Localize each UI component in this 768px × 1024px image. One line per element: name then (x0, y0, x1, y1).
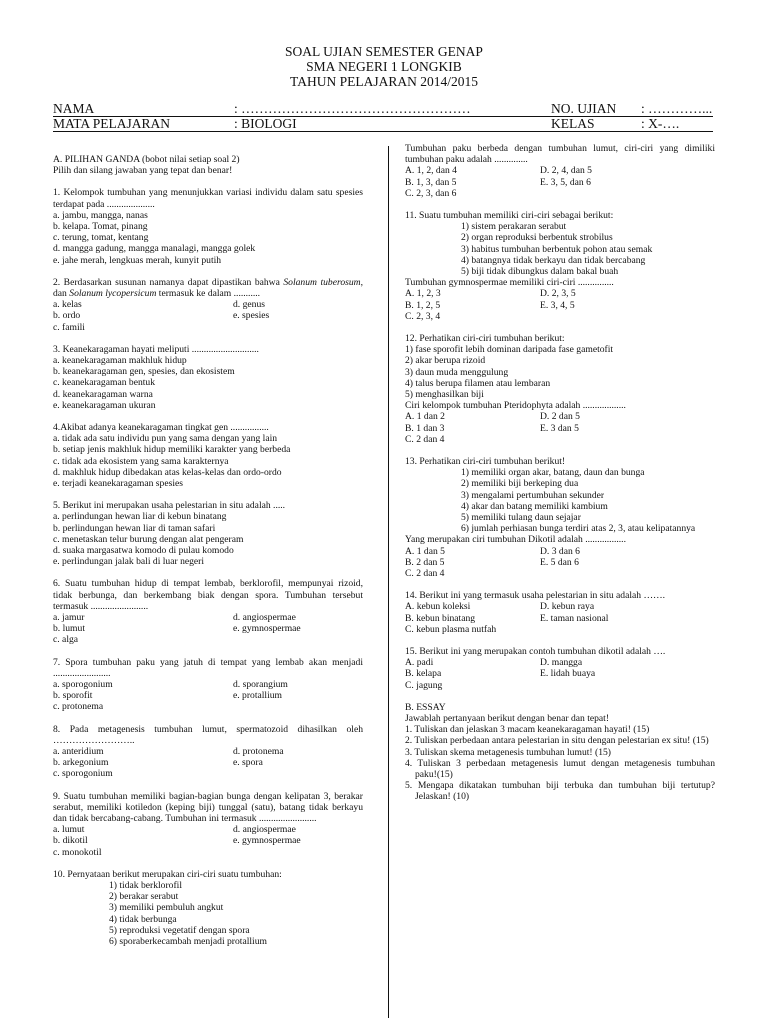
q2-option-e: e. spesies (233, 310, 270, 322)
q6-option-b: b. lumut (53, 623, 85, 635)
kelas-value: : X-…. (641, 116, 680, 131)
q15-option-c: C. jagung (405, 679, 443, 691)
question-6: 6. Suatu tumbuhan hidup di tempat lembab, berklorofil, mempunyai rizoid, tidak berbunga, dan berkembang biak dengan spora. Tumbuhan tersebut termasuk ........................ (53, 578, 363, 612)
q8-options-row-2 (53, 757, 363, 768)
q13-stem: Yang merupakan ciri tumbuhan Dikotil adalah ................. (405, 534, 626, 546)
q2-option-c: c. famili (53, 321, 85, 333)
q8-option-b: b. arkegonium (53, 757, 109, 769)
q12-option-e: E. 3 dan 5 (540, 422, 579, 434)
q14-option-e: E. taman nasional (540, 612, 609, 624)
essay-question-3: 3. Tuliskan skema metagenesis tumbuhan lumut! (15) (405, 746, 611, 758)
q4-option-c: c. tidak ada ekosistem yang sama karakternya (53, 455, 229, 467)
q11-item-2: 2) organ reproduksi berbentuk strobilus (461, 232, 613, 244)
q10-item-4: 4) tidak berbunga (109, 913, 177, 925)
q13-item-4: 4) akar dan batang memiliki kambium (461, 500, 608, 512)
q13-item-3: 3) mengalami pertumbuhan sekunder (461, 489, 605, 501)
q9-option-b: b. dikotil (53, 835, 88, 847)
q4-option-b: b. setiap jenis makhluk hidup memiliki karakter yang berbeda (53, 444, 291, 456)
question-11: 11. Suatu tumbuhan memiliki ciri-ciri sebagai berikut: (405, 209, 614, 221)
question-15: 15. Berikut ini yang merupakan contoh tumbuhan dikotil adalah …. (405, 645, 666, 657)
q9-option-c: c. monokotil (53, 846, 102, 858)
essay-question-1: 1. Tuliskan dan jelaskan 3 macam keanekaragaman hayati! (15) (405, 724, 650, 736)
q7-option-c: c. protonema (53, 701, 104, 713)
q15-option-d: D. mangga (540, 657, 583, 669)
q12-item-4: 4) talus berupa filamen atau lembaran (405, 377, 551, 389)
q13-option-e: E. 5 dan 6 (540, 556, 579, 568)
q2-option-a: a. kelas (53, 299, 82, 311)
q9-options-row-1 (53, 824, 363, 835)
q10-option-e: E. 3, 5, dan 6 (540, 176, 591, 188)
question-9: 9. Suatu tumbuhan memiliki bagian-bagian bunga dengan kelipatan 3, berakar serabut, memiliki kotiledon (keping biji) tunggal (satu), batang tidak berkayu dan tidak bercabang-cabang. Tumbuhan ini termasuk ........................ (53, 790, 363, 825)
q9-options-row-2 (53, 835, 363, 846)
q5-option-e: e. perlindungan jalak bali di luar negeri (53, 556, 205, 568)
question-3: 3. Keanekaragaman hayati meliputi ............................ (53, 343, 259, 355)
q8-options-row-1 (53, 746, 363, 757)
q14-option-b: B. kebun binatang (405, 612, 476, 624)
q8-option-c: c. sporogonium (53, 768, 113, 780)
essay-question-4: 4. Tuliskan 3 perbedaan metagenesis lumut dengan metagenesis tumbuhan paku!(15) (405, 757, 715, 780)
q12-options-row-2 (405, 423, 715, 434)
q6-option-d: d. angiospermae (233, 612, 296, 624)
q7-option-b: b. sporofit (53, 690, 93, 702)
mapel-label: MATA PELAJARAN (53, 116, 171, 131)
q2-text-c: , dan (53, 276, 363, 300)
no-ujian-value: : …………... (641, 101, 713, 116)
right-column (405, 143, 715, 803)
q6-option-a: a. jamur (53, 612, 85, 624)
q12-options-row-1 (405, 411, 715, 422)
q1-option-d: d. mangga gadung, mangga manalagi, mangga golek (53, 243, 256, 255)
essay-question-2: 2. Tuliskan perbedaan antara pelestarian in situ dengan pelestarian ex situ! (15) (405, 735, 709, 747)
q7-option-e: e. protallium (233, 690, 283, 702)
q10-continuation: Tumbuhan paku berbeda dengan tumbuhan lumut, ciri-ciri yang dimiliki tumbuhan paku adalah .............. (405, 143, 715, 166)
q15-options-row-2 (405, 668, 715, 679)
q13-options-row-1 (405, 546, 715, 557)
q3-option-e: e. keanekaragaman ukuran (53, 399, 156, 411)
title-line-3: TAHUN PELAJARAN 2014/2015 (290, 74, 478, 89)
column-divider (388, 146, 389, 1018)
q14-option-d: D. kebun raya (540, 601, 595, 613)
q14-options-row-1 (405, 601, 715, 612)
q10-item-6: 6) sporaberkecambah menjadi protallium (109, 936, 267, 948)
q2-species-1: Solanum tuberosum (283, 276, 361, 288)
q10-item-5: 5) reproduksi vegetatif dengan spora (109, 924, 250, 936)
q5-option-b: b. perlindungan hewan liar di taman safari (53, 522, 216, 534)
q11-option-a: A. 1, 2, 3 (405, 288, 441, 300)
q2-option-d: d. genus (233, 299, 265, 311)
exam-title (0, 44, 768, 89)
q2-options-row-1 (53, 299, 363, 310)
q11-item-3: 3) habitus tumbuhan berbentuk pohon atau semak (461, 243, 653, 255)
section-a-heading: A. PILIHAN GANDA (bobot nilai setiap soal 2) (53, 154, 240, 165)
q11-item-5: 5) biji tidak dibungkus dalam bakal buah (461, 266, 619, 277)
q11-item-4: 4) batangnya tidak berkayu dan tidak bercabang (461, 254, 646, 266)
q14-option-c: C. kebun plasma nutfah (405, 623, 497, 635)
q14-option-a: A. kebun koleksi (405, 601, 471, 613)
q15-options-row-1 (405, 657, 715, 668)
q11-option-c: C. 2, 3, 4 (405, 310, 441, 322)
question-12: 12. Perhatikan ciri-ciri tumbuhan berikut: (405, 332, 565, 344)
q6-option-e: e. gymnospermae (233, 623, 301, 635)
q12-option-c: C. 2 dan 4 (405, 433, 445, 445)
question-8: 8. Pada metagenesis tumbuhan lumut, spermatozoid dihasilkan oleh …………………….. (53, 723, 363, 746)
q10-option-a: A. 1, 2, dan 4 (405, 165, 457, 177)
q7-options-row-2 (53, 690, 363, 701)
q11-item-1: 1) sistem perakaran serabut (461, 221, 567, 233)
question-2 (53, 277, 363, 299)
q8-option-d: d. protonema (233, 746, 284, 758)
q3-option-c: c. keanekaragaman bentuk (53, 377, 156, 389)
q1-option-c: c. terung, tomat, kentang (53, 232, 149, 244)
q3-option-a: a. keanekaragaman makhluk hidup (53, 355, 187, 367)
q13-item-5: 5) memiliki tulang daun sejajar (461, 512, 581, 523)
q2-text-a: 2. Berdasarkan susunan namanya dapat dipastikan bahwa (53, 276, 284, 288)
q12-option-b: B. 1 dan 3 (405, 422, 445, 434)
q9-option-e: e. gymnospermae (233, 835, 301, 847)
q15-option-a: A. padi (405, 657, 434, 669)
header-rule-2 (53, 131, 713, 132)
question-7: 7. Spora tumbuhan paku yang jatuh di tempat yang lembab akan menjadi ........................ (53, 656, 363, 679)
left-column (53, 154, 363, 947)
q13-item-6: 6) jumlah perhiasan bunga terdiri atas 2, 3, atau kelipatannya (461, 523, 696, 535)
q3-option-b: b. keanekaragaman gen, spesies, dan ekosistem (53, 366, 235, 378)
q13-item-1: 1) memiliki organ akar, batang, daun dan bunga (461, 467, 645, 479)
question-13: 13. Perhatikan ciri-ciri tumbuhan berikut! (405, 455, 566, 467)
q5-option-a: a. perlindungan hewan liar di kebun binatang (53, 511, 227, 523)
q9-option-d: d. angiospermae (233, 824, 296, 836)
q12-option-a: A. 1 dan 2 (405, 411, 445, 423)
q8-option-a: a. anteridium (53, 746, 104, 758)
q11-options-row-2 (405, 300, 715, 311)
q14-options-row-2 (405, 613, 715, 624)
q6-options-row-2 (53, 623, 363, 634)
q4-option-d: d. makhluk hidup dibedakan atas kelas-kelas dan ordo-ordo (53, 466, 282, 478)
q13-option-b: B. 2 dan 5 (405, 556, 445, 568)
nama-value: : …………………………………………… (234, 101, 471, 116)
no-ujian-label: NO. UJIAN (551, 101, 617, 116)
q1-option-b: b. kelapa. Tomat, pinang (53, 221, 148, 233)
q5-option-c: c. menetaskan telur burung dengan alat pengeram (53, 533, 244, 545)
q10-option-d: D. 2, 4, dan 5 (540, 165, 592, 177)
q10-option-b: B. 1, 3, dan 5 (405, 176, 457, 188)
q13-option-d: D. 3 dan 6 (540, 545, 580, 557)
q4-option-e: e. terjadi keanekaragaman spesies (53, 478, 183, 490)
q7-option-d: d. sporangium (233, 679, 288, 691)
nama-label: NAMA (53, 101, 95, 116)
q8-option-e: e. spora (233, 757, 263, 769)
q10-item-3: 3) memiliki pembuluh angkut (109, 902, 224, 914)
q15-option-e: E. lidah buaya (540, 668, 596, 680)
q12-item-3: 3) daun muda menggulung (405, 366, 509, 378)
mapel-value: : BIOLOGI (234, 116, 297, 131)
q15-option-b: B. kelapa (405, 668, 442, 680)
q11-option-e: E. 3, 4, 5 (540, 299, 575, 311)
q2-options-row-2 (53, 310, 363, 321)
essay-question-5: 5. Mengapa dikatakan tumbuhan biji terbuka dan tumbuhan biji tertutup? Jelaskan! (10) (405, 780, 715, 803)
q1-option-e: e. jahe merah, lengkuas merah, kunyit putih (53, 254, 222, 266)
q12-item-2: 2) akar berupa rizoid (405, 355, 486, 367)
q7-options-row-1 (53, 679, 363, 690)
q4-option-a: a. tidak ada satu individu pun yang sama dengan yang lain (53, 433, 278, 445)
q13-options-row-2 (405, 557, 715, 568)
q13-option-c: C. 2 dan 4 (405, 567, 445, 579)
question-5: 5. Berikut ini merupakan usaha pelestarian in situ adalah ..... (53, 500, 286, 512)
q10-item-1: 1) tidak berklorofil (109, 880, 182, 892)
q11-option-d: D. 2, 3, 5 (540, 288, 576, 300)
q11-option-b: B. 1, 2, 5 (405, 299, 441, 311)
q10-options-row-2 (405, 177, 715, 188)
q9-option-a: a. lumut (53, 824, 85, 836)
q5-option-d: d. suaka margasatwa komodo di pulau komodo (53, 545, 234, 557)
q2-option-b: b. ordo (53, 310, 81, 322)
q2-text-e: termasuk ke dalam ........... (156, 288, 261, 300)
q10-item-2: 2) berakar serabut (109, 891, 179, 903)
title-line-2: SMA NEGERI 1 LONGKIB (306, 59, 462, 74)
q10-options-row-1 (405, 165, 715, 176)
q11-options-row-1 (405, 288, 715, 299)
q10-option-c: C. 2, 3, dan 6 (405, 187, 457, 199)
kelas-label: KELAS (551, 116, 595, 131)
q12-option-d: D. 2 dan 5 (540, 411, 580, 423)
question-4: 4.Akibat adanya keanekaragaman tingkat gen ................ (53, 422, 269, 434)
q7-option-a: a. sporogonium (53, 679, 113, 691)
q11-stem: Tumbuhan gymnospermae memiliki ciri-ciri ............... (405, 277, 614, 289)
q12-stem: Ciri kelompok tumbuhan Pteridophyta adalah .................. (405, 400, 626, 412)
question-14: 14. Berikut ini yang termasuk usaha pelestarian in situ adalah ……. (405, 590, 666, 602)
q3-option-d: d. keanekaragaman warna (53, 388, 153, 400)
q6-option-c: c. alga (53, 634, 79, 646)
q2-species-2: Solanum lycopersicum (69, 288, 157, 300)
question-10: 10. Pernyataan berikut merupakan ciri-ciri suatu tumbuhan: (53, 868, 282, 880)
question-1: 1. Kelompok tumbuhan yang menunjukkan variasi individu dalam satu spesies terdapat pada .................... (53, 187, 363, 210)
essay-instruction: Jawablah pertanyaan berikut dengan benar dan tepat! (405, 712, 610, 724)
q13-item-2: 2) memiliki biji berkeping dua (461, 478, 579, 490)
q1-option-a: a. jambu, mangga, nanas (53, 209, 148, 221)
title-line-1: SOAL UJIAN SEMESTER GENAP (285, 44, 483, 59)
q12-item-5: 5) menghasilkan biji (405, 389, 484, 400)
section-b-heading: B. ESSAY (405, 701, 446, 713)
section-a-instruction: Pilih dan silang jawaban yang tepat dan benar! (53, 165, 233, 177)
q13-option-a: A. 1 dan 5 (405, 545, 445, 557)
q6-options-row-1 (53, 612, 363, 623)
q12-item-1: 1) fase sporofit lebih dominan daripada fase gametofit (405, 344, 614, 356)
